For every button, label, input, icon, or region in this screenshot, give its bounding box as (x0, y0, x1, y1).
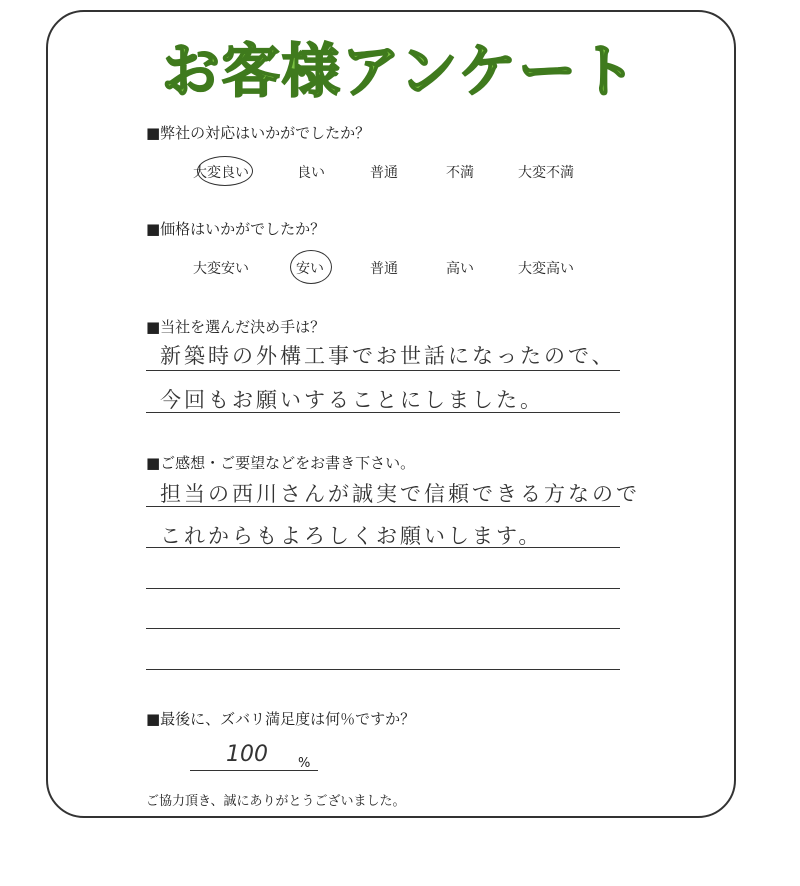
satisfaction-value: 100 (226, 742, 268, 767)
answer-rule (146, 628, 620, 629)
answer-rule (146, 412, 620, 413)
answer-rule (146, 547, 620, 548)
question-2-label: ■価格はいかがでしたか？ (146, 220, 326, 238)
q2-option-very-expensive[interactable]: 大変高い (518, 261, 574, 277)
question-4-label: ■ご感想・ご要望などをお書き下さい。 (146, 454, 416, 472)
q2-option-very-cheap[interactable]: 大変安い (193, 261, 249, 277)
q2-option-average[interactable]: 普通 (370, 261, 398, 277)
q1-option-good[interactable]: 良い (297, 165, 325, 181)
question-5-label: ■最後に、ズバリ満足度は何％ですか？ (146, 710, 416, 728)
survey-title: お客様アンケート (161, 37, 639, 105)
handwritten-answer-line: 担当の西川さんが誠実で信頼できる方なので (160, 482, 640, 506)
answer-rule (146, 370, 620, 371)
handwritten-answer-line: 今回もお願いすることにしました。 (160, 388, 544, 412)
question-1-options (0, 162, 800, 186)
question-2-options (0, 258, 800, 282)
q2-option-expensive[interactable]: 高い (446, 261, 474, 277)
handwritten-answer-line: 新築時の外構工事でお世話になったので、 (160, 344, 616, 368)
thank-you-note: ご協力頂き、誠にありがとうございました。 (146, 794, 406, 809)
answer-rule (146, 506, 620, 507)
question-3-label: ■当社を選んだ決め手は？ (146, 318, 326, 336)
q2-option-cheap[interactable]: 安い (296, 261, 324, 277)
q1-option-very-dissatisfied[interactable]: 大変不満 (518, 165, 574, 181)
percent-unit: % (298, 756, 311, 771)
q1-option-very-good[interactable]: 大変良い (193, 165, 249, 181)
answer-rule (146, 669, 620, 670)
answer-rule (146, 588, 620, 589)
q1-option-average[interactable]: 普通 (370, 165, 398, 181)
handwritten-answer-line: これからもよろしくお願いします。 (160, 524, 543, 548)
q1-option-dissatisfied[interactable]: 不満 (446, 165, 474, 181)
satisfaction-rule (190, 770, 318, 771)
question-1-label: ■弊社の対応はいかがでしたか？ (146, 124, 371, 142)
